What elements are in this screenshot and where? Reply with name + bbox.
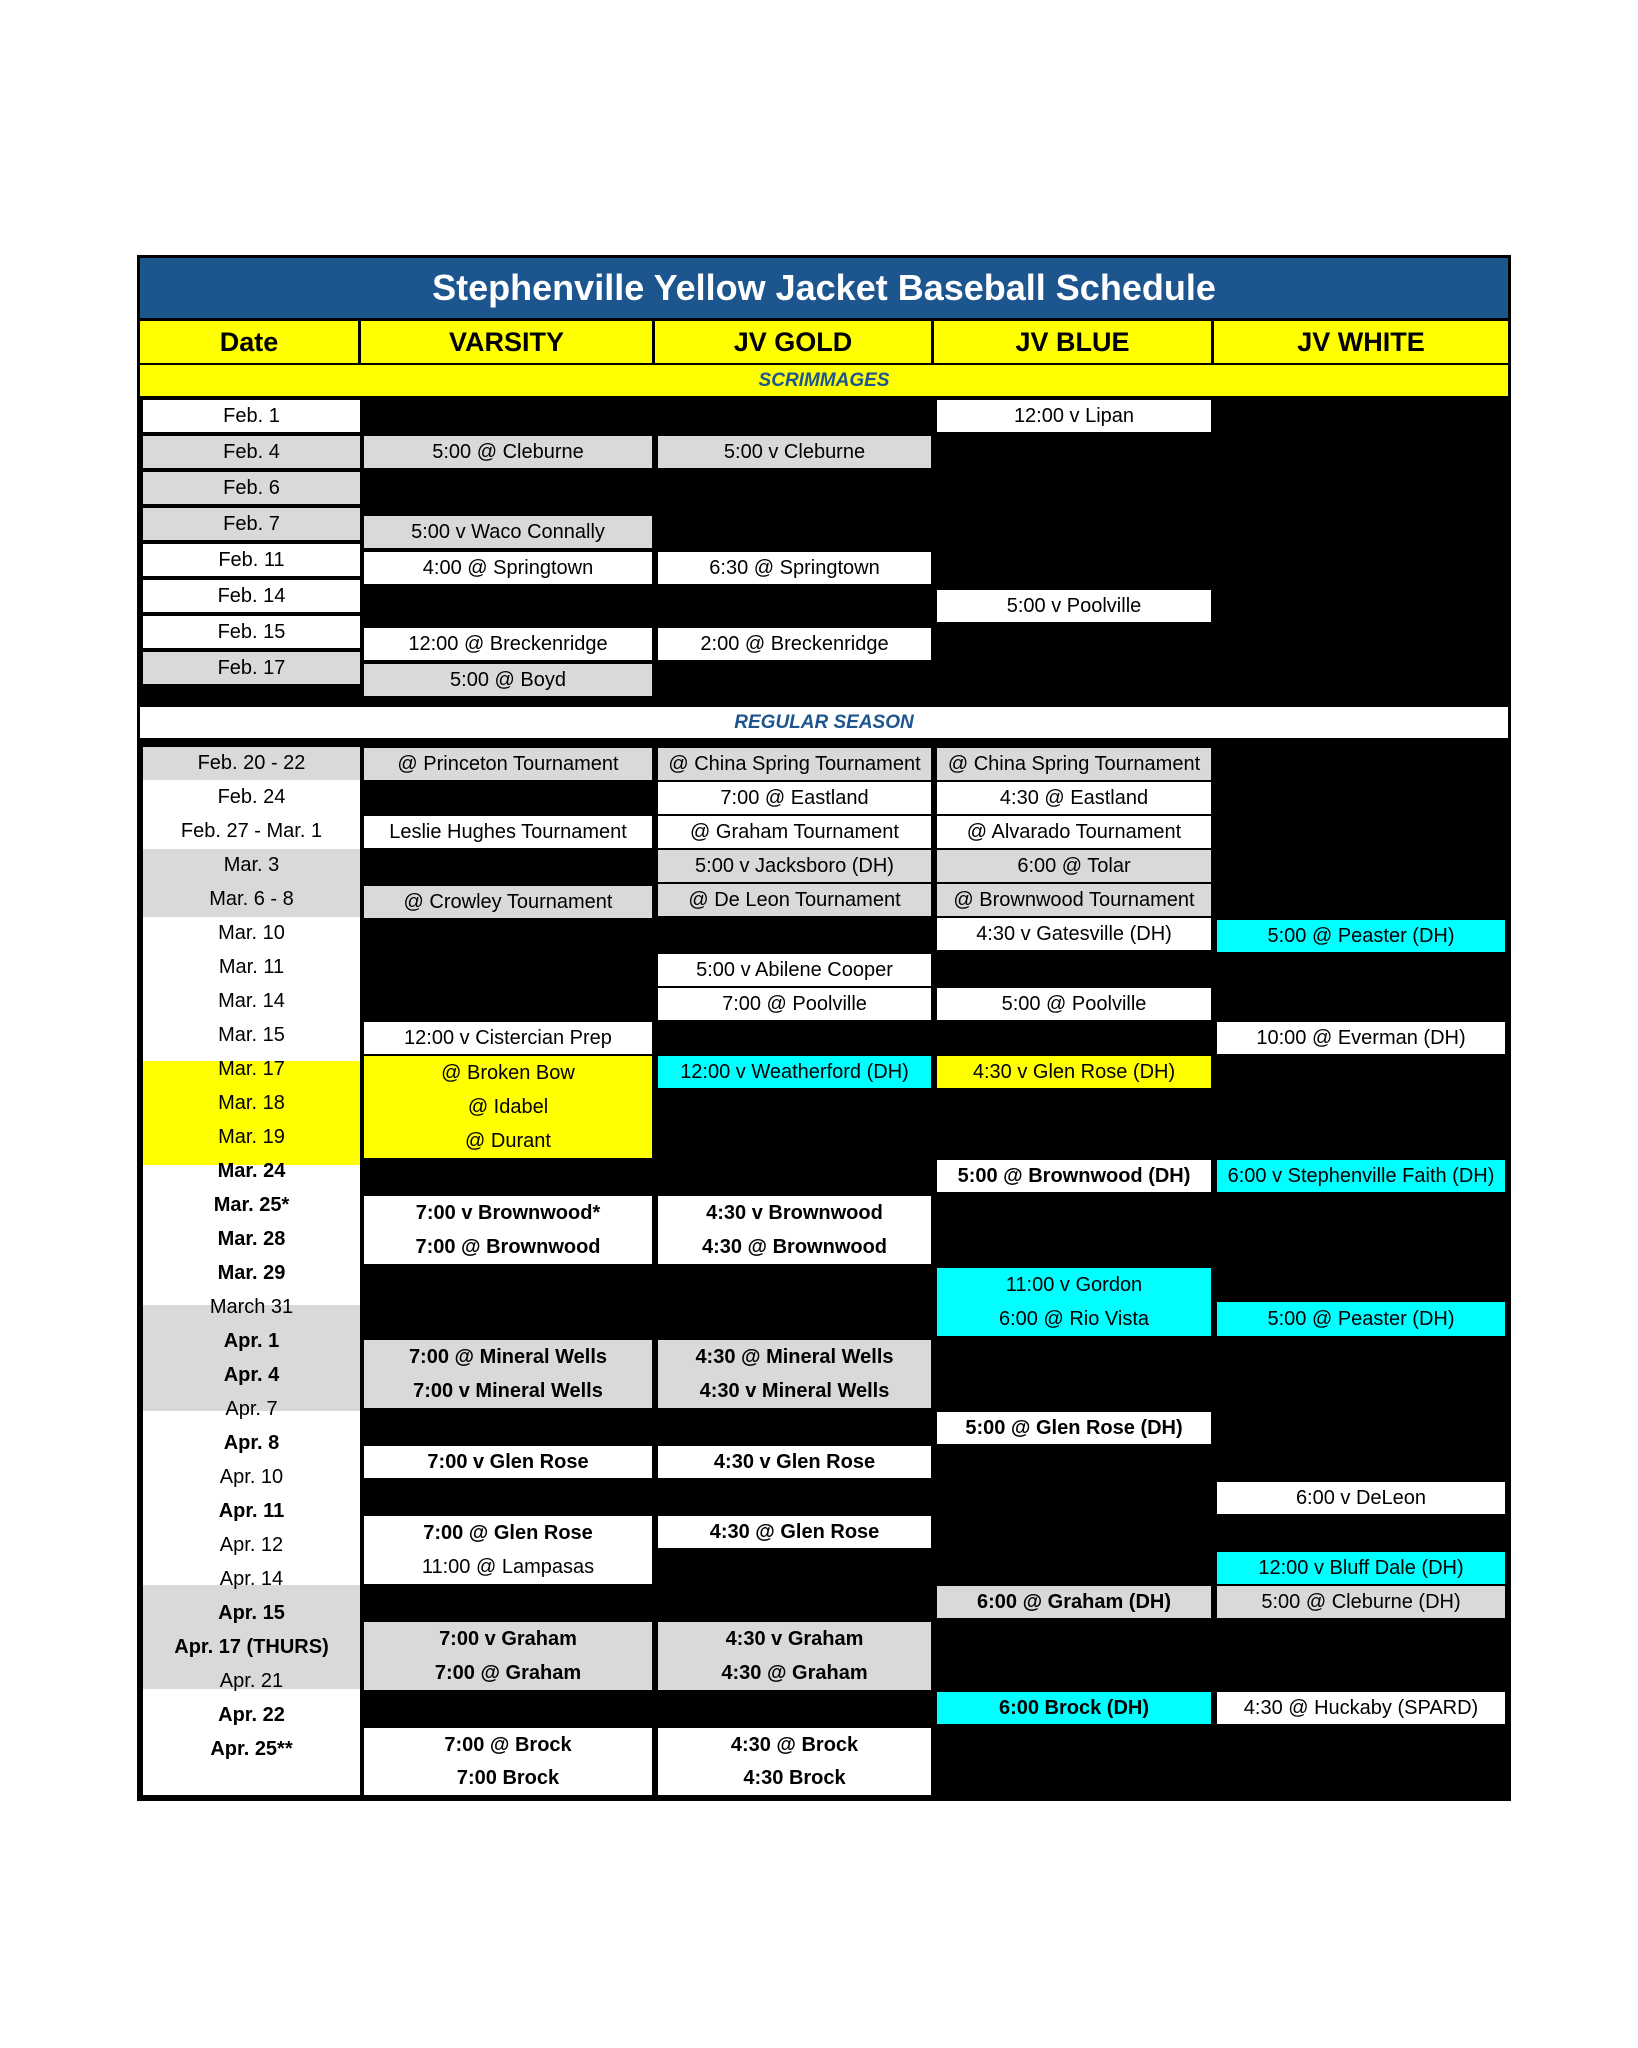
date-cell: Mar. 10 (218, 921, 285, 944)
game-cell: 4:30 v Graham (658, 1622, 931, 1656)
game-cell: 7:00 @ Glen Rose (364, 1516, 652, 1550)
date-cell: Mar. 18 (218, 1091, 285, 1114)
date-cell: Mar. 24 (217, 1159, 286, 1182)
game-cell: 5:00 v Jacksboro (DH) (658, 850, 931, 882)
date-cell: Feb. 27 - Mar. 1 (180, 819, 323, 842)
game-cell: 7:00 Brock (364, 1762, 652, 1795)
game-cell: @ Broken Bow (364, 1056, 652, 1090)
date-cell: Apr. 8 (223, 1431, 280, 1454)
date-cell: Mar. 15 (218, 1023, 285, 1046)
game-cell: 7:00 @ Graham (364, 1656, 652, 1690)
game-cell: 5:00 @ Poolville (937, 988, 1211, 1020)
date-cell: Apr. 25** (210, 1737, 293, 1760)
game-cell: @ Durant (364, 1124, 652, 1158)
date-cell: March 31 (209, 1295, 294, 1318)
game-cell: 4:30 @ Mineral Wells (658, 1340, 931, 1374)
game-cell: 4:30 v Mineral Wells (658, 1374, 931, 1408)
date-cell: Apr. 22 (218, 1703, 285, 1726)
date-cell: Apr. 14 (219, 1567, 284, 1590)
game-cell: @ China Spring Tournament (937, 748, 1211, 780)
game-cell: 12:00 v Lipan (937, 400, 1211, 432)
game-cell: 10:00 @ Everman (DH) (1217, 1022, 1505, 1054)
game-cell: @ China Spring Tournament (658, 748, 931, 780)
game-cell: 12:00 v Weatherford (DH) (658, 1056, 931, 1088)
game-cell: 7:00 @ Brock (364, 1728, 652, 1762)
game-cell: 7:00 v Graham (364, 1622, 652, 1656)
date-cell: Feb. 15 (143, 616, 360, 648)
game-cell: 7:00 v Brownwood* (364, 1196, 652, 1230)
game-cell: 4:30 v Brownwood (658, 1196, 931, 1230)
game-cell: 7:00 @ Brownwood (364, 1230, 652, 1264)
header-jv-white: JV WHITE (1214, 321, 1508, 363)
game-cell: @ Alvarado Tournament (937, 816, 1211, 848)
date-cell: Apr. 21 (219, 1669, 284, 1692)
date-cell: Feb. 7 (143, 508, 360, 540)
game-cell: @ Graham Tournament (658, 816, 931, 848)
game-cell: 4:30 Brock (658, 1762, 931, 1795)
game-cell: 4:30 @ Brownwood (658, 1230, 931, 1264)
game-cell: 5:00 @ Peaster (DH) (1217, 1302, 1505, 1336)
game-cell: 5:00 v Poolville (937, 590, 1211, 622)
date-cell: Apr. 11 (218, 1499, 285, 1522)
game-cell: 5:00 v Cleburne (658, 436, 931, 468)
game-cell: 6:00 @ Tolar (937, 850, 1211, 882)
game-cell: 11:00 v Gordon (937, 1268, 1211, 1302)
date-cell: Feb. 1 (143, 400, 360, 432)
date-cell: Apr. 4 (223, 1363, 280, 1386)
game-cell: 6:00 v Stephenville Faith (DH) (1217, 1160, 1505, 1192)
date-cell: Mar. 28 (217, 1227, 286, 1250)
date-cell: Mar. 14 (218, 989, 285, 1012)
date-cell: Apr. 7 (225, 1397, 278, 1420)
page-title: Stephenville Yellow Jacket Baseball Schedule (140, 258, 1508, 321)
date-cell: Mar. 25* (213, 1193, 290, 1216)
date-cell: Feb. 24 (217, 785, 286, 808)
section-regular-season: REGULAR SEASON (140, 707, 1508, 738)
game-cell: 7:00 @ Eastland (658, 782, 931, 814)
game-cell: 4:30 @ Brock (658, 1728, 931, 1762)
game-cell: 4:30 @ Eastland (937, 782, 1211, 814)
date-cell: Feb. 20 - 22 (197, 752, 306, 774)
date-cell: Feb. 14 (143, 580, 360, 612)
game-cell: 5:00 @ Cleburne (364, 436, 652, 468)
date-cell: Mar. 3 (223, 853, 280, 876)
section-scrimmages: SCRIMMAGES (140, 365, 1508, 396)
header-jv-blue: JV BLUE (934, 321, 1214, 363)
game-cell: @ Idabel (364, 1090, 652, 1124)
game-cell: 6:00 v DeLeon (1217, 1482, 1505, 1514)
game-cell: @ Brownwood Tournament (937, 884, 1211, 916)
game-cell: 4:30 v Gatesville (DH) (937, 918, 1211, 950)
header-varsity: VARSITY (361, 321, 655, 363)
date-cell: Apr. 10 (219, 1465, 284, 1488)
date-cell: Mar. 6 - 8 (209, 887, 294, 910)
game-cell: 4:30 @ Graham (658, 1656, 931, 1690)
game-cell: 6:00 @ Graham (DH) (937, 1586, 1211, 1618)
game-cell: 5:00 @ Glen Rose (DH) (937, 1412, 1211, 1444)
date-cell: Apr. 1 (223, 1329, 280, 1352)
game-cell: 4:00 @ Springtown (364, 552, 652, 584)
game-cell: 7:00 v Mineral Wells (364, 1374, 652, 1408)
game-cell: 11:00 @ Lampasas (364, 1550, 652, 1584)
game-cell: @ Princeton Tournament (364, 748, 652, 780)
schedule-table (140, 258, 1508, 1798)
date-cell: Mar. 11 (218, 955, 285, 978)
date-cell: Feb. 6 (143, 472, 360, 504)
header-date: Date (140, 321, 361, 363)
game-cell: 5:00 @ Cleburne (DH) (1217, 1586, 1505, 1618)
game-cell: 12:00 @ Breckenridge (364, 628, 652, 660)
game-cell: 12:00 v Bluff Dale (DH) (1217, 1552, 1505, 1584)
game-cell: 4:30 v Glen Rose (DH) (937, 1056, 1211, 1088)
date-cell: Mar. 19 (218, 1125, 285, 1148)
game-cell: 6:00 @ Rio Vista (937, 1302, 1211, 1336)
date-cell: Mar. 29 (217, 1261, 286, 1284)
game-cell: 5:00 v Abilene Cooper (658, 954, 931, 986)
date-cell: Feb. 4 (143, 436, 360, 468)
game-cell: 4:30 v Glen Rose (658, 1446, 931, 1478)
game-cell: 5:00 @ Brownwood (DH) (937, 1160, 1211, 1192)
game-cell: @ Crowley Tournament (364, 886, 652, 918)
game-cell: 12:00 v Cistercian Prep (364, 1022, 652, 1054)
game-cell: 5:00 @ Peaster (DH) (1217, 920, 1505, 952)
game-cell: 5:00 v Waco Connally (364, 516, 652, 548)
game-cell: 4:30 @ Huckaby (SPARD) (1217, 1692, 1505, 1724)
game-cell: 7:00 @ Poolville (658, 988, 931, 1020)
date-cell: Feb. 17 (143, 652, 360, 684)
game-cell: 6:30 @ Springtown (658, 552, 931, 584)
date-cell: Mar. 17 (218, 1057, 285, 1080)
game-cell: 2:00 @ Breckenridge (658, 628, 931, 660)
game-cell: 5:00 @ Boyd (364, 664, 652, 696)
game-cell: Leslie Hughes Tournament (364, 816, 652, 848)
game-cell: @ De Leon Tournament (658, 884, 931, 916)
game-cell: 6:00 Brock (DH) (937, 1692, 1211, 1724)
game-cell: 7:00 @ Mineral Wells (364, 1340, 652, 1374)
date-cell: Feb. 11 (143, 544, 360, 576)
date-cell: Apr. 15 (218, 1601, 285, 1624)
date-cell: Apr. 17 (THURS) (174, 1635, 329, 1658)
game-cell: 7:00 v Glen Rose (364, 1446, 652, 1478)
date-cell: Apr. 12 (219, 1533, 284, 1556)
game-cell: 4:30 @ Glen Rose (658, 1516, 931, 1548)
header-jv-gold: JV GOLD (655, 321, 934, 363)
